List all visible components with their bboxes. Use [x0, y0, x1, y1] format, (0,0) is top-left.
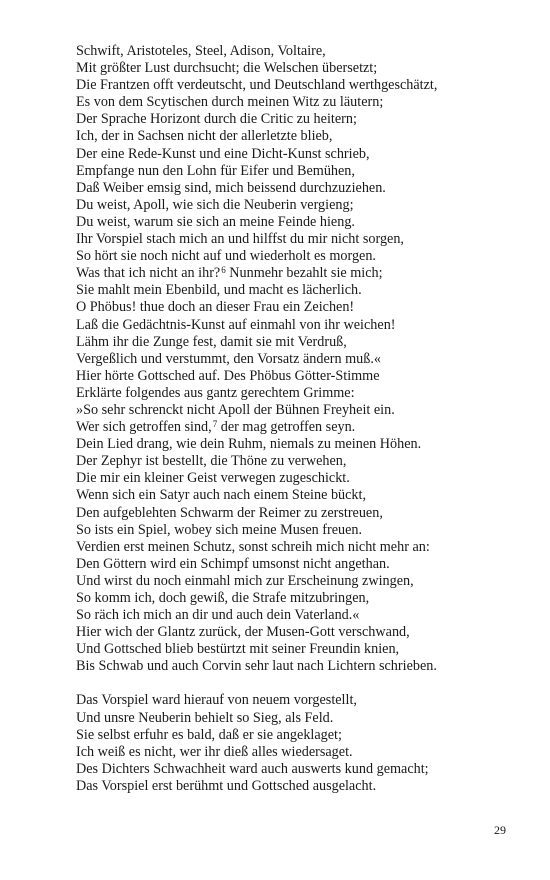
poem-line — [76, 248, 506, 265]
page-number: 29 — [494, 823, 506, 837]
poem-line — [76, 556, 506, 573]
line-text: Den Göttern wird ein Schimpf umsonst nicht angethan. — [76, 555, 390, 572]
line-text: Erklärte folgendes aus gantz gerechtem Grimme: — [76, 384, 355, 401]
poem-line — [76, 368, 506, 385]
line-text: »So sehr schrenckt nicht Apoll der Bühnen Freyheit ein. — [76, 401, 395, 418]
line-text: Die Frantzen offt verdeutscht, und Deutschland werthgeschätzt, — [76, 77, 438, 94]
line-text: Wer sich getroffen sind, — [76, 419, 212, 436]
poem-line — [76, 607, 506, 624]
line-text: So räch ich mich an dir und auch dein Vaterland.« — [76, 607, 360, 624]
line-text: Dein Lied drang, wie dein Ruhm, niemals zu meinen Höhen. — [76, 436, 422, 453]
stanza-1 — [76, 43, 506, 675]
poem-line — [76, 128, 506, 145]
line-text: Sie mahlt mein Ebenbild, und macht es lächerlich. — [76, 282, 362, 299]
line-text: Es von dem Scytischen durch meinen Witz zu läutern; — [76, 94, 384, 111]
line-text: Sie selbst erfuhr es bald, daß er sie angeklaget; — [76, 726, 342, 743]
poem-line — [76, 522, 506, 539]
poem-line — [76, 692, 506, 709]
poem-line — [76, 43, 506, 60]
line-text: Und wirst du noch einmahl mich zur Erscheinung zwingen, — [76, 572, 414, 589]
line-text: Und Gottsched blieb bestürtzt mit seiner Freundin knien, — [76, 641, 400, 658]
line-text: Daß Weiber emsig sind, mich beissend durchzuziehen. — [76, 179, 386, 196]
line-text: Hier wich der Glantz zurück, der Musen-Gott verschwand, — [76, 624, 410, 641]
poem-line — [76, 180, 506, 197]
poem-line — [76, 317, 506, 334]
footnote-marker[interactable]: 6 — [221, 265, 226, 276]
line-text-continued: Nunmehr bezahlt sie mich; — [225, 265, 383, 282]
line-text: So hört sie noch nicht auf und wiederholt es morgen. — [76, 248, 376, 265]
line-text: Und unsre Neuberin behielt so Sieg, als Feld. — [76, 709, 334, 726]
poem-line — [76, 77, 506, 94]
poem-line — [76, 94, 506, 111]
line-text: Schwift, Aristoteles, Steel, Adison, Voltaire, — [76, 43, 326, 59]
line-text: Das Vorspiel ward hierauf von neuem vorgestellt, — [76, 692, 357, 709]
line-text: Der eine Rede-Kunst und eine Dicht-Kunst schrieb, — [76, 145, 370, 162]
poem-line — [76, 231, 506, 248]
poem-text — [76, 43, 506, 795]
poem-line — [76, 299, 506, 316]
line-text: Laß die Gedächtnis-Kunst auf einmahl von ihr weichen! — [76, 316, 396, 333]
poem-line — [76, 624, 506, 641]
line-text: Du weist, Apoll, wie sich die Neuberin vergieng; — [76, 196, 354, 213]
poem-line — [76, 505, 506, 522]
poem-line — [76, 590, 506, 607]
line-text: Der Sprache Horizont durch die Critic zu heitern; — [76, 111, 357, 128]
line-text: Das Vorspiel erst berühmt und Gottsched ausgelacht. — [76, 777, 377, 794]
footnote-marker[interactable]: 7 — [212, 419, 218, 430]
poem-line — [76, 470, 506, 487]
poem-line — [76, 351, 506, 368]
poem-line — [76, 658, 506, 675]
line-text: Du weist, warum sie sich an meine Feinde hieng. — [76, 213, 355, 230]
poem-line — [76, 761, 506, 778]
line-text: Was that ich nicht an ihr? — [76, 265, 221, 282]
poem-line — [76, 197, 506, 214]
line-text-continued: der mag getroffen seyn. — [217, 419, 356, 436]
poem-line — [76, 710, 506, 727]
poem-line — [76, 214, 506, 231]
poem-line — [76, 744, 506, 761]
poem-line — [76, 60, 506, 77]
line-text: Den aufgeblehten Schwarm der Reimer zu zerstreuen, — [76, 504, 383, 521]
poem-line — [76, 453, 506, 470]
line-text: Die mir ein kleiner Geist verwegen zugeschickt. — [76, 470, 350, 487]
line-text: So ists ein Spiel, wobey sich meine Musen freuen. — [76, 521, 363, 538]
poem-line — [76, 282, 506, 299]
poem-line — [76, 573, 506, 590]
stanza-2 — [76, 692, 506, 795]
poem-line — [76, 334, 506, 351]
poem-line — [76, 265, 506, 282]
poem-line — [76, 111, 506, 128]
line-text: Vergeßlich und verstummt, den Vorsatz ändern muß.« — [76, 350, 381, 367]
line-text: Mit größter Lust durchsucht; die Welschen übersetzt; — [76, 60, 378, 77]
line-text: Hier hörte Gottsched auf. Des Phöbus Götter-Stimme — [76, 367, 380, 384]
line-text: Empfange nun den Lohn für Eifer und Bemühen, — [76, 162, 355, 179]
poem-line — [76, 146, 506, 163]
poem-line — [76, 419, 506, 436]
line-text: Verdien erst meinen Schutz, sonst schreih mich nicht mehr an: — [76, 538, 430, 555]
line-text: Wenn sich ein Satyr auch nach einem Steine bückt, — [76, 487, 367, 504]
poem-line — [76, 385, 506, 402]
line-text: Des Dichters Schwachheit ward auch auswerts kund gemacht; — [76, 760, 429, 777]
poem-line — [76, 539, 506, 556]
line-text: Ihr Vorspiel stach mich an und hilffst du mir nicht sorgen, — [76, 231, 404, 248]
poem-line — [76, 487, 506, 504]
line-text: Lähm ihr die Zunge fest, damit sie mit Verdruß, — [76, 333, 347, 350]
poem-line — [76, 641, 506, 658]
poem-line — [76, 163, 506, 180]
line-text: O Phöbus! thue doch an dieser Frau ein Zeichen! — [76, 299, 355, 316]
line-text: Ich, der in Sachsen nicht der allerletzte blieb, — [76, 128, 333, 145]
poem-line — [76, 436, 506, 453]
poem-line — [76, 402, 506, 419]
poem-line — [76, 778, 506, 795]
line-text: Ich weiß es nicht, wer ihr dieß alles wiedersaget. — [76, 743, 353, 760]
line-text: Bis Schwab und auch Corvin sehr laut nach Lichtern schrieben. — [76, 658, 437, 675]
line-text: Der Zephyr ist bestellt, die Thöne zu verwehen, — [76, 453, 347, 470]
line-text: So komm ich, doch gewiß, die Strafe mitzubringen, — [76, 590, 370, 606]
poem-line — [76, 727, 506, 744]
